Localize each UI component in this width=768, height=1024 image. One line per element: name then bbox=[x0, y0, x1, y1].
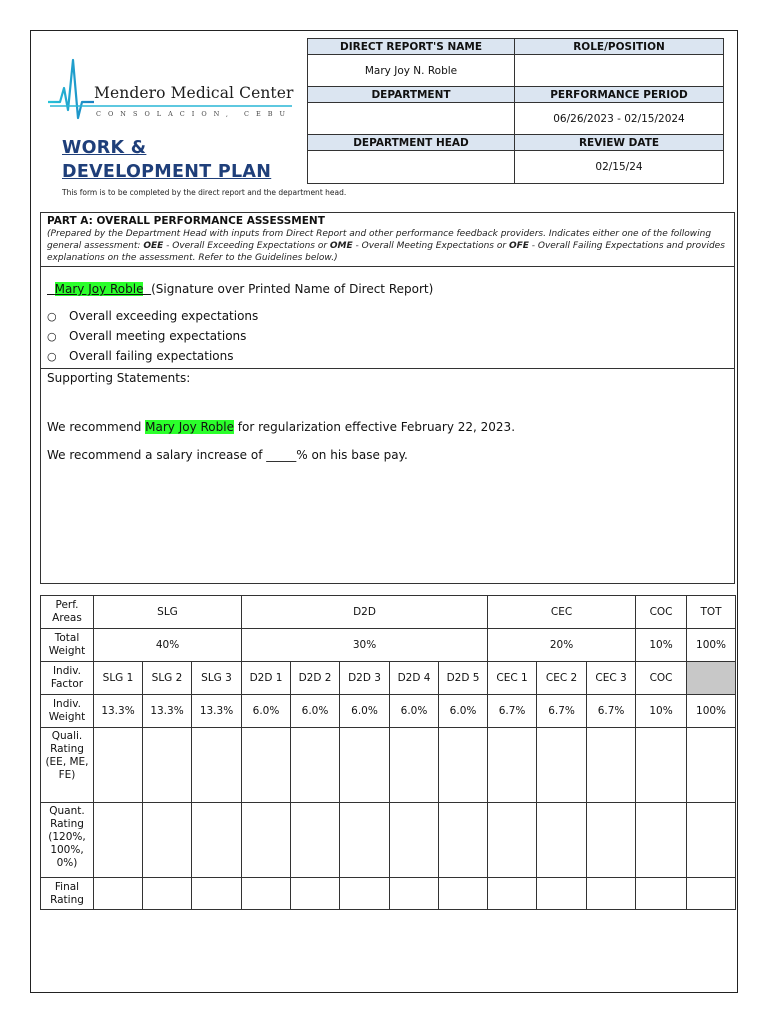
weight-coc: 10% bbox=[636, 629, 687, 662]
final-input-cell[interactable] bbox=[587, 878, 636, 910]
quali-input-cell[interactable] bbox=[291, 728, 340, 803]
quant-input-cell[interactable] bbox=[291, 803, 340, 878]
final-input-cell[interactable] bbox=[488, 878, 537, 910]
oee-code: OEE bbox=[143, 241, 164, 251]
factor-cell: CEC 3 bbox=[587, 662, 636, 695]
department-head-label: DEPARTMENT HEAD bbox=[308, 135, 515, 151]
final-input-cell[interactable] bbox=[537, 878, 587, 910]
area-cec: CEC bbox=[488, 596, 636, 629]
part-a-title: PART A: OVERALL PERFORMANCE ASSESSMENT bbox=[47, 215, 325, 227]
ome-text: - Overall Meeting Expectations or bbox=[352, 241, 509, 251]
ome-code: OME bbox=[329, 241, 353, 251]
final-input-cell[interactable] bbox=[687, 878, 736, 910]
option-label: Overall failing expectations bbox=[69, 349, 234, 363]
radio-circle-icon[interactable]: ○ bbox=[47, 310, 57, 323]
radio-circle-icon[interactable]: ○ bbox=[47, 350, 57, 363]
final-input-cell[interactable] bbox=[94, 878, 143, 910]
quant-input-cell[interactable] bbox=[94, 803, 143, 878]
regularization-statement bbox=[47, 420, 728, 434]
factor-cell: D2D 1 bbox=[242, 662, 291, 695]
signature-row bbox=[47, 268, 728, 304]
direct-report-label: DIRECT REPORT'S NAME bbox=[308, 39, 515, 55]
quali-input-cell[interactable] bbox=[143, 728, 192, 803]
quant-input-cell[interactable] bbox=[587, 803, 636, 878]
indiv-weight-cell: 100% bbox=[687, 695, 736, 728]
assessment-options bbox=[47, 304, 728, 366]
quali-input-cell[interactable] bbox=[242, 728, 291, 803]
quali-input-cell[interactable] bbox=[687, 728, 736, 803]
indiv-weight-cell: 6.0% bbox=[390, 695, 439, 728]
part-a-description bbox=[47, 228, 728, 264]
quant-input-cell[interactable] bbox=[488, 803, 537, 878]
part-a-header bbox=[41, 213, 734, 267]
review-date-value[interactable]: 02/15/24 bbox=[515, 151, 724, 184]
option-failing[interactable] bbox=[47, 346, 728, 366]
quali-input-cell[interactable] bbox=[488, 728, 537, 803]
final-input-cell[interactable] bbox=[439, 878, 488, 910]
logo-name: Mendero Medical Center bbox=[94, 84, 294, 102]
quali-input-cell[interactable] bbox=[192, 728, 242, 803]
row-label-quant: Quant. Rating (120%, 100%, 0%) bbox=[41, 803, 94, 878]
stmt-name: Mary Joy Roble bbox=[145, 420, 234, 434]
salary-statement: We recommend a salary increase of _____% on his base pay. bbox=[47, 448, 408, 462]
final-input-cell[interactable] bbox=[636, 878, 687, 910]
final-input-cell[interactable] bbox=[143, 878, 192, 910]
factor-cell: D2D 5 bbox=[439, 662, 488, 695]
row-label-areas: Perf. Areas bbox=[41, 596, 94, 629]
ofe-text: - Overall Failing Expectations and provides explanations on the assessment. Refer to the Guidelines below.) bbox=[47, 241, 725, 263]
page-title: WORK & DEVELOPMENT PLAN bbox=[62, 138, 272, 182]
indiv-weight-cell: 6.0% bbox=[291, 695, 340, 728]
direct-report-value[interactable]: Mary Joy N. Roble bbox=[308, 55, 515, 87]
period-label: PERFORMANCE PERIOD bbox=[515, 87, 724, 103]
factor-cell: CEC 2 bbox=[537, 662, 587, 695]
indiv-weight-cell: 13.3% bbox=[143, 695, 192, 728]
factor-cell: SLG 1 bbox=[94, 662, 143, 695]
signature-caption: (Signature over Printed Name of Direct Report) bbox=[151, 282, 434, 296]
indiv-weight-cell: 6.0% bbox=[439, 695, 488, 728]
row-label-quali: Quali. Rating (EE, ME, FE) bbox=[41, 728, 94, 803]
factor-tot-blank bbox=[687, 662, 736, 695]
weight-d2d: 30% bbox=[242, 629, 488, 662]
indiv-weight-cell: 10% bbox=[636, 695, 687, 728]
row-label-final: Final Rating bbox=[41, 878, 94, 910]
part-a-section bbox=[40, 212, 735, 584]
role-value[interactable] bbox=[515, 55, 724, 87]
weight-tot: 100% bbox=[687, 629, 736, 662]
quali-input-cell[interactable] bbox=[390, 728, 439, 803]
factor-cell: D2D 3 bbox=[340, 662, 390, 695]
quant-input-cell[interactable] bbox=[242, 803, 291, 878]
radio-circle-icon[interactable]: ○ bbox=[47, 330, 57, 343]
quant-input-cell[interactable] bbox=[143, 803, 192, 878]
final-input-cell[interactable] bbox=[242, 878, 291, 910]
quant-input-cell[interactable] bbox=[636, 803, 687, 878]
row-label-factor: Indiv. Factor bbox=[41, 662, 94, 695]
logo-subtitle: CONSOLACION, CEBU bbox=[96, 110, 293, 118]
area-d2d: D2D bbox=[242, 596, 488, 629]
review-date-label: REVIEW DATE bbox=[515, 135, 724, 151]
quali-input-cell[interactable] bbox=[340, 728, 390, 803]
final-input-cell[interactable] bbox=[340, 878, 390, 910]
row-label-indiv-weight: Indiv. Weight bbox=[41, 695, 94, 728]
ofe-code: OFE bbox=[508, 241, 529, 251]
hospital-logo bbox=[46, 58, 296, 128]
factor-cell: D2D 4 bbox=[390, 662, 439, 695]
factor-cell: CEC 1 bbox=[488, 662, 537, 695]
option-exceeding[interactable] bbox=[47, 306, 728, 326]
quali-input-cell[interactable] bbox=[636, 728, 687, 803]
quant-input-cell[interactable] bbox=[390, 803, 439, 878]
factor-cell: D2D 2 bbox=[291, 662, 340, 695]
factor-cell: SLG 2 bbox=[143, 662, 192, 695]
signature-line[interactable] bbox=[47, 282, 151, 296]
rating-grid bbox=[40, 595, 736, 910]
form-note: This form is to be completed by the direct report and the department head. bbox=[62, 188, 347, 197]
indiv-weight-cell: 6.0% bbox=[242, 695, 291, 728]
supporting-label: Supporting Statements: bbox=[47, 371, 191, 385]
stmt-text: for regularization effective February 22, 2023. bbox=[233, 420, 516, 434]
quali-input-cell[interactable] bbox=[439, 728, 488, 803]
oee-text: - Overall Exceeding Expectations or bbox=[163, 241, 330, 251]
quant-input-cell[interactable] bbox=[340, 803, 390, 878]
factor-cell: SLG 3 bbox=[192, 662, 242, 695]
option-label: Overall exceeding expectations bbox=[69, 309, 259, 323]
stmt-text: We recommend bbox=[47, 420, 146, 434]
final-input-cell[interactable] bbox=[390, 878, 439, 910]
area-slg: SLG bbox=[94, 596, 242, 629]
indiv-weight-cell: 6.7% bbox=[537, 695, 587, 728]
weight-cec: 20% bbox=[488, 629, 636, 662]
quali-input-cell[interactable] bbox=[94, 728, 143, 803]
supporting-statements[interactable] bbox=[41, 369, 734, 583]
indiv-weight-cell: 13.3% bbox=[94, 695, 143, 728]
option-label: Overall meeting expectations bbox=[69, 329, 247, 343]
department-label: DEPARTMENT bbox=[308, 87, 515, 103]
quali-input-cell[interactable] bbox=[537, 728, 587, 803]
factor-cell: COC bbox=[636, 662, 687, 695]
period-value[interactable]: 06/26/2023 - 02/15/2024 bbox=[515, 103, 724, 135]
desc-text: (Prepared by the Department Head with inputs from Direct Report and other performance feedback providers. Indicates either one of the following general assessment: bbox=[47, 229, 712, 251]
role-label: ROLE/POSITION bbox=[515, 39, 724, 55]
weight-slg: 40% bbox=[94, 629, 242, 662]
final-input-cell[interactable] bbox=[291, 878, 340, 910]
quant-input-cell[interactable] bbox=[537, 803, 587, 878]
row-label-total-weight: Total Weight bbox=[41, 629, 94, 662]
indiv-weight-cell: 6.7% bbox=[587, 695, 636, 728]
indiv-weight-cell: 6.7% bbox=[488, 695, 537, 728]
quant-input-cell[interactable] bbox=[192, 803, 242, 878]
signature-name: Mary Joy Roble bbox=[54, 282, 144, 296]
department-head-value[interactable] bbox=[308, 151, 515, 184]
quali-input-cell[interactable] bbox=[587, 728, 636, 803]
department-value[interactable] bbox=[308, 103, 515, 135]
quant-input-cell[interactable] bbox=[687, 803, 736, 878]
info-table bbox=[307, 38, 724, 184]
assessment-block bbox=[41, 267, 734, 369]
area-coc: COC bbox=[636, 596, 687, 629]
option-meeting[interactable] bbox=[47, 326, 728, 346]
area-tot: TOT bbox=[687, 596, 736, 629]
quant-input-cell[interactable] bbox=[439, 803, 488, 878]
indiv-weight-cell: 13.3% bbox=[192, 695, 242, 728]
final-input-cell[interactable] bbox=[192, 878, 242, 910]
indiv-weight-cell: 6.0% bbox=[340, 695, 390, 728]
